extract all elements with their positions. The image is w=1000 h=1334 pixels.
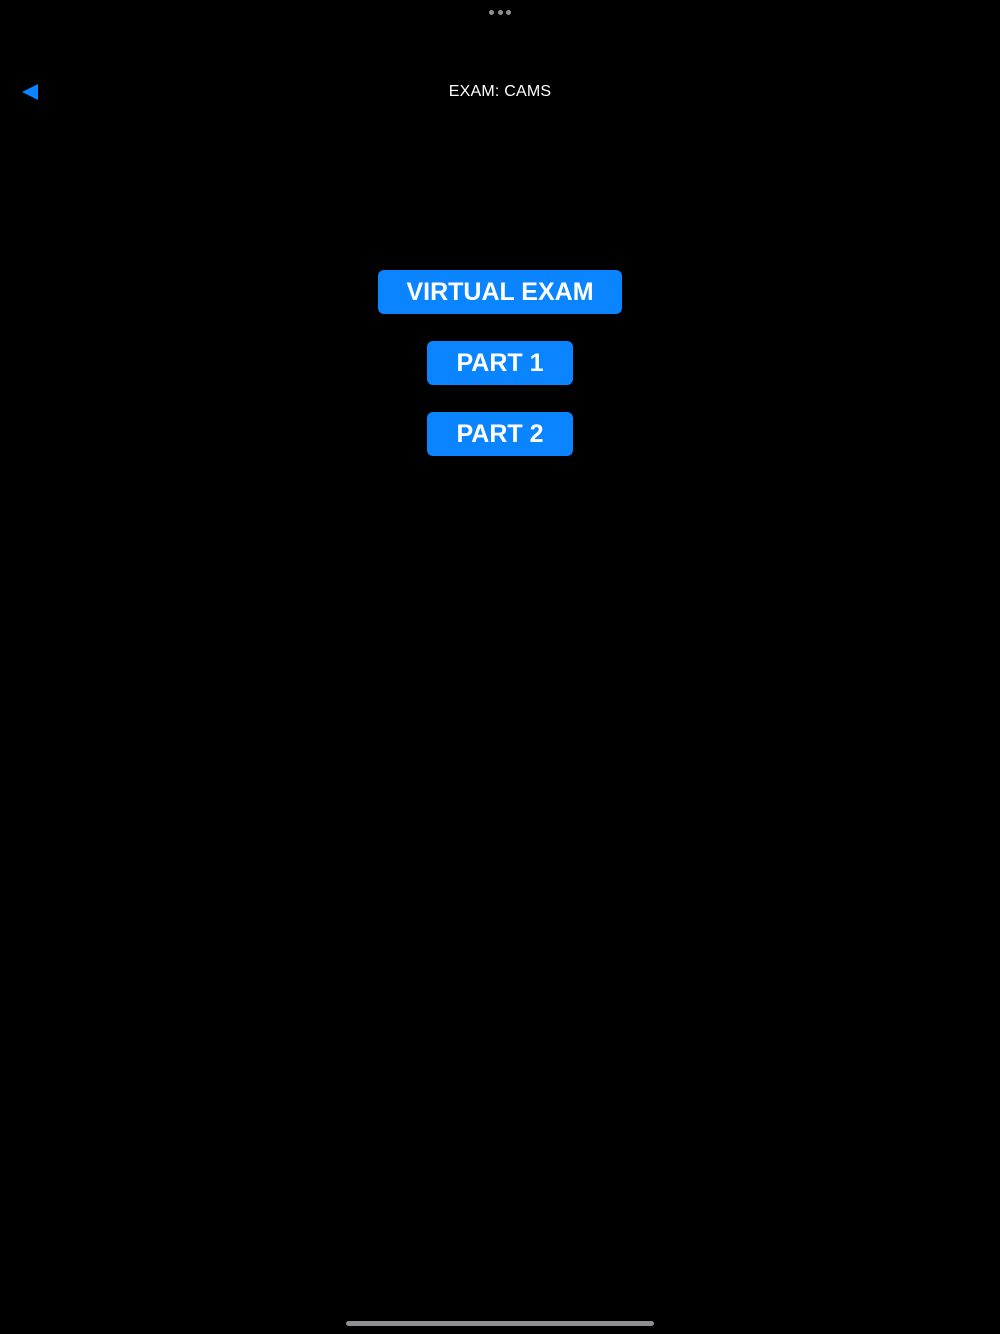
part-2-button[interactable]: PART 2 <box>427 412 573 456</box>
dot <box>498 10 503 15</box>
back-triangle-icon <box>20 83 40 101</box>
multitask-ellipsis-icon[interactable] <box>489 9 511 15</box>
navigation-bar <box>0 70 1000 114</box>
home-indicator[interactable] <box>346 1321 654 1326</box>
exam-menu <box>0 270 1000 483</box>
dot <box>489 10 494 15</box>
part-1-button[interactable]: PART 1 <box>427 341 573 385</box>
back-button[interactable] <box>14 76 46 108</box>
dot <box>506 10 511 15</box>
virtual-exam-button[interactable]: VIRTUAL EXAM <box>378 270 622 314</box>
page-title: EXAM: CAMS <box>448 83 552 100</box>
